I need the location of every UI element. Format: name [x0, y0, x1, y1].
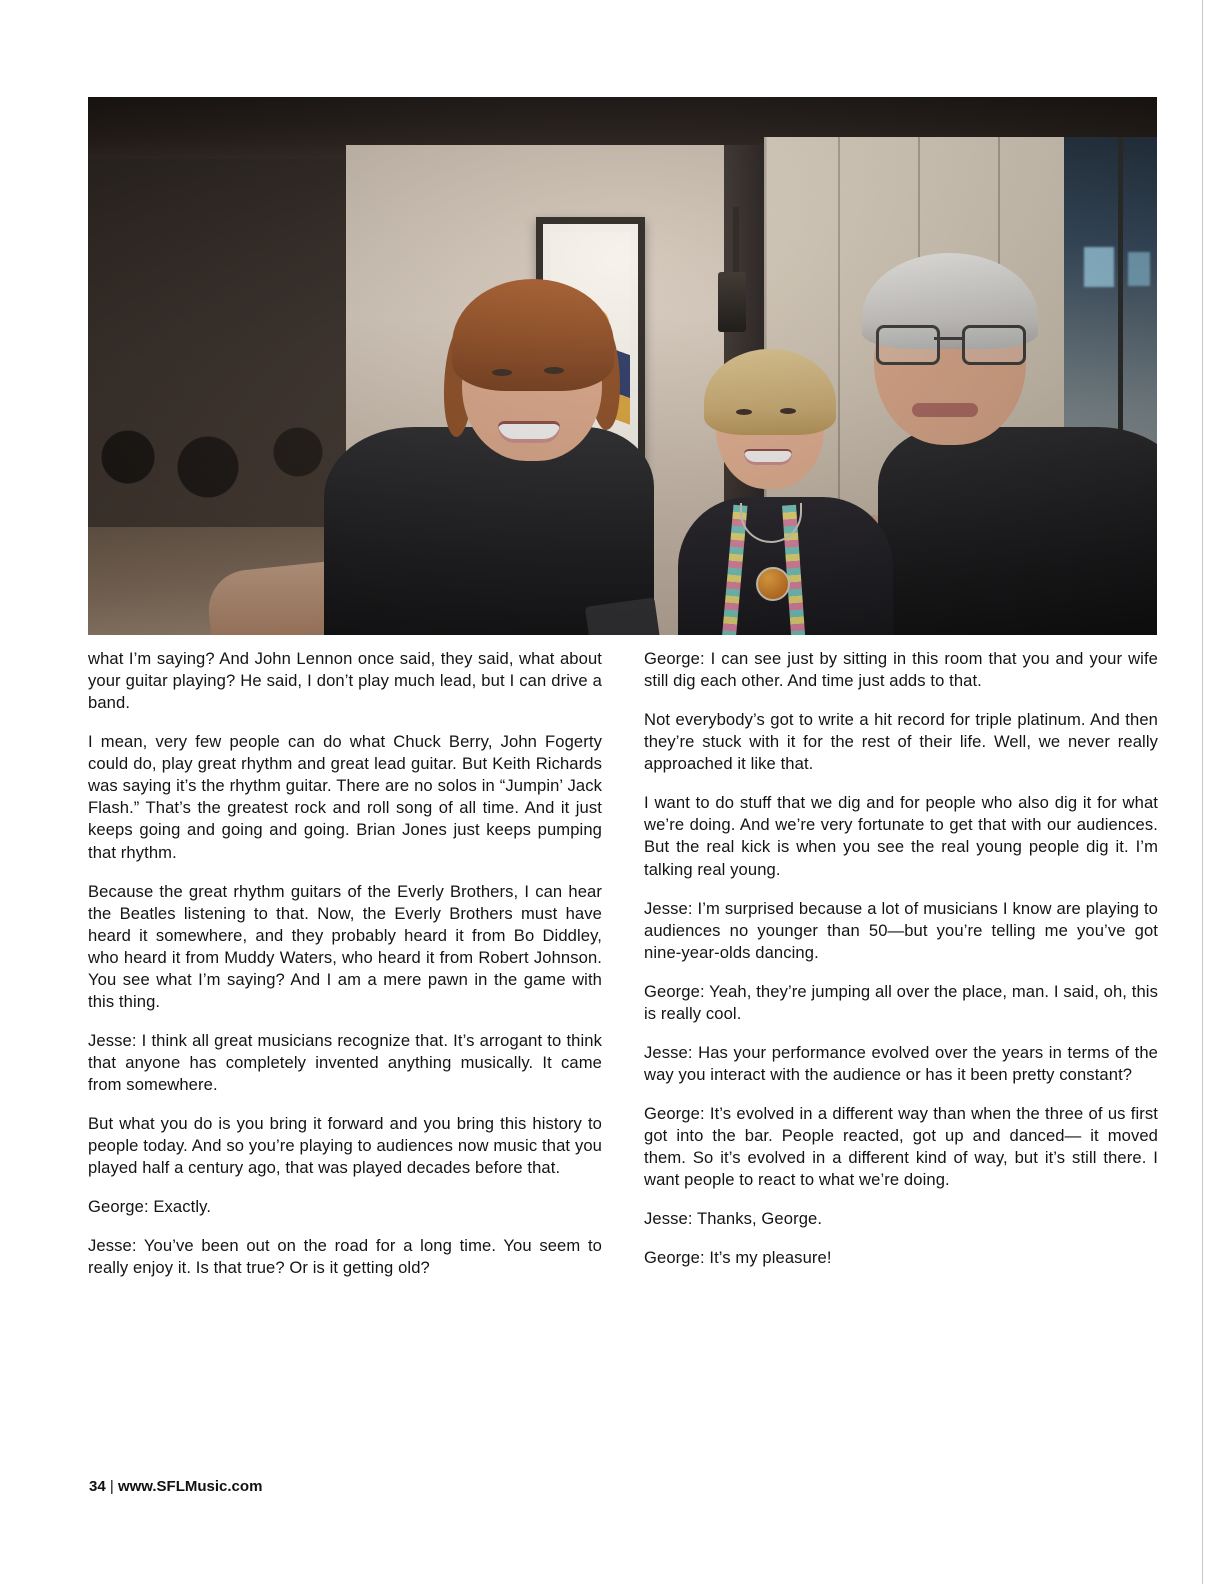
page-edge-rule: [1202, 0, 1203, 1584]
group-photo: [88, 97, 1157, 635]
window-glare: [1084, 247, 1114, 287]
paragraph: George: It’s my pleasure!: [644, 1248, 832, 1268]
footer-page-number: 34: [89, 1478, 106, 1495]
person-right-mouth: [912, 403, 978, 417]
paragraph: George: Yeah, they’re jumping all over the place, man. I said, oh, this is really cool.: [644, 981, 1158, 1023]
eyeglasses-icon: [874, 325, 1026, 361]
person-left-smile: [498, 421, 560, 443]
right-column: [644, 648, 1158, 1297]
window-glare: [1128, 252, 1150, 286]
paragraph: what I’m saying? And John Lennon once said, they said, what about your guitar playing? He said, I don’t play much lead, but I can drive a band.: [88, 649, 602, 713]
paragraph: George: I can see just by sitting in this room that you and your wife still dig each other. And time just adds to that.: [644, 649, 1158, 691]
background-chairs: [98, 397, 338, 537]
paragraph: I mean, very few people can do what Chuck Berry, John Fogerty could do, play great rhythm and great lead guitar. But Keith Richards was saying it’s the rhythm guitar. There are no solos in “Jumpin’ Jack Flash.” That’s the greatest rock and roll song of all time. And it just keeps going and going and going. Brian Jones just keeps pumping that rhythm.: [88, 732, 602, 862]
footer-website: www.SFLMusic.com: [117, 1478, 263, 1495]
left-column: [88, 648, 602, 1297]
person-left-eye: [544, 367, 564, 374]
paragraph: Jesse: I think all great musicians recognize that. It’s arrogant to think that anyone has completely invented anything musically. It came from somewhere.: [88, 1030, 602, 1095]
page-footer: [89, 1478, 262, 1495]
person-right-torso: [878, 427, 1157, 635]
person-center-smile: [744, 449, 792, 465]
footer-separator: |: [109, 1478, 114, 1495]
wall-sconce: [718, 272, 746, 332]
paragraph: Jesse: Thanks, George.: [644, 1209, 823, 1229]
paragraph: I want to do stuff that we dig and for people who also dig it for what we’re doing. And we’re very fortunate to get that with our audiences. But the real kick is when you see the real young people dig it. I’m talking real young.: [644, 793, 1158, 879]
pendant: [756, 567, 790, 601]
person-center-eye: [780, 408, 796, 414]
eyeglass-lens: [962, 325, 1026, 365]
article-body: [88, 648, 1158, 1297]
person-left-eye: [492, 369, 512, 376]
eyeglass-lens: [876, 325, 940, 365]
person-center-eye: [736, 409, 752, 415]
wall-fixture-bar: [733, 207, 739, 277]
paragraph: George: It’s evolved in a different way than when the three of us first got into the bar. People reacted, got up and danced— it moved them. So it’s evolved in a different kind of way, but it’s still there. I want people to react to what we’re doing.: [644, 1104, 1158, 1190]
eyeglass-bridge: [934, 337, 962, 340]
paragraph: George: Exactly.: [88, 1197, 212, 1217]
paragraph: Not everybody’s got to write a hit record for triple platinum. And then they’re stuck with it for the rest of their life. Well, we never really approached it like that.: [644, 710, 1158, 774]
paragraph: But what you do is you bring it forward and you bring this history to people today. And so you’re playing to audiences now music that you played half a century ago, that was played decades before that.: [88, 1114, 602, 1178]
photo-scene: [88, 97, 1157, 635]
paragraph: Because the great rhythm guitars of the Everly Brothers, I can hear the Beatles listening to that. Now, the Everly Brothers must have heard it somewhere, and they probably heard it from Bo Diddley, who heard it from Muddy Waters, who heard it from Robert Johnson. You see what I’m saying? And I am a mere pawn in the game with this thing.: [88, 881, 602, 1011]
paragraph: Jesse: You’ve been out on the road for a long time. You seem to really enjoy it. Is that true? Or is it getting old?: [88, 1236, 602, 1278]
paragraph: Jesse: I’m surprised because a lot of musicians I know are playing to audiences no younger than 50—but you’re telling me you’ve got nine-year-olds dancing.: [644, 898, 1158, 962]
paragraph: Jesse: Has your performance evolved over the years in terms of the way you interact with the audience or has it been pretty constant?: [644, 1042, 1158, 1084]
